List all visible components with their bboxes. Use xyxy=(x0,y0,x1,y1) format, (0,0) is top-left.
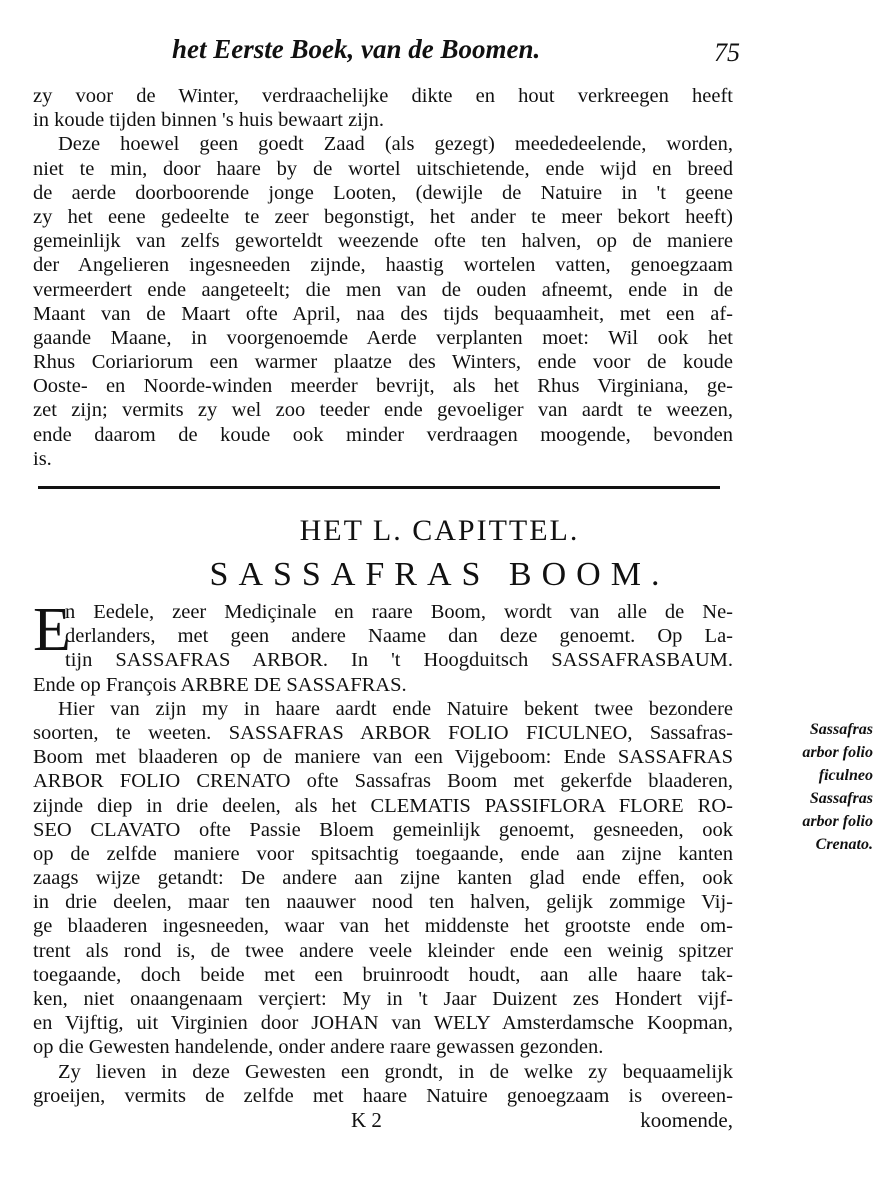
catchword: koomende, xyxy=(640,1108,733,1132)
page-number: 75 xyxy=(714,38,740,67)
page-footer xyxy=(33,1108,733,1134)
margin-note: arbor folio xyxy=(802,813,873,830)
text-line: ende daarom de koude ook minder verdraagen moogende, bevonden xyxy=(33,423,733,446)
chapter-number: HET L. CAPITTEL. xyxy=(299,514,580,547)
text-line: derlanders, met geen andere Naame dan deze genoemt. Op La- xyxy=(65,625,733,648)
margin-note: ficulneo xyxy=(818,767,873,784)
text-line: en Vijftig, uit Virginien door JOHAN van WELY Amsterdamsche Koopman, xyxy=(33,1012,733,1035)
text-line: niet te min, door haare by de wortel uitschietende, ende wijd en breed xyxy=(33,157,733,180)
chapter-title: SASSAFRAS BOOM. xyxy=(209,556,670,593)
margin-note: Sassafras xyxy=(809,721,873,738)
page-header xyxy=(160,34,740,74)
text-line: zy het eene gedeelte te zeer begonstigt, het ander te meer bekort heeft) xyxy=(33,205,733,228)
text-line: gemeinlijk van zelfs geworteldt weezende ofte ten halven, op de maniere xyxy=(33,230,733,253)
chapter-body xyxy=(33,596,733,1108)
paragraph-continued xyxy=(33,84,733,471)
text-line: SEO CLAVATO ofte Passie Bloem gemeinlijk genoemt, gesneeden, ook xyxy=(33,818,733,841)
margin-note: Crenato. xyxy=(815,836,873,853)
horizontal-rule xyxy=(38,486,720,489)
text-line: Ooste- en Noorde-winden meerder bevrijt, als het Rhus Virginiana, ge- xyxy=(33,375,733,398)
text-line: op die Gewesten handelende, onder andere raare gewassen gezonden. xyxy=(33,1036,604,1059)
text-line: toegaande, doch beide met een bruinroodt houdt, aan alle haare tak- xyxy=(33,963,733,986)
text-line: Rhus Coriariorum een warmer plaatze des Winters, ende voor de koude xyxy=(33,351,733,374)
text-line: Hier van zijn my in haare aardt ende Natuire bekent twee bezondere xyxy=(58,697,733,720)
text-line: Deze hoewel geen goedt Zaad (als gezegt) meededeelende, worden, xyxy=(58,133,733,156)
text-line: soorten, te weeten. SASSAFRAS ARBOR FOLIO FICULNEO, Sassafras- xyxy=(33,721,733,744)
text-line: de aerde doorboorende jonge Looten, (dewijle de Natuire in 't geene xyxy=(33,181,733,204)
running-head: het Eerste Boek, van de Boomen. xyxy=(172,34,541,64)
text-line: gaande Maane, in voorgenoemde Aerde verplanten moet: Wil ook het xyxy=(33,326,733,349)
text-line: op de zelfde maniere voor spitsachtig toegaande, ende aan zijne kanten xyxy=(33,842,733,865)
text-line: der Angelieren ingesneeden zijnde, haastig wortelen vatten, genoegzaam xyxy=(33,254,733,277)
text-line: zaags wijze getandt: De andere aan zijne kanten glad ende effen, ook xyxy=(33,867,733,890)
margin-notes xyxy=(738,718,873,856)
text-line: in drie deelen, maar ten naauwer nood ten halven, gelijk zommige Vij- xyxy=(33,891,733,914)
text-line: vermeerdert ende aangeteelt; die men van de ouden afneemt, ende in de xyxy=(33,278,733,301)
signature-mark: K 2 xyxy=(351,1108,382,1132)
text-line: ge blaaderen ingesneeden, waar van het middenste het grootste ende om- xyxy=(33,915,733,938)
text-line: groeijen, vermits de zelfde met haare Natuire genoegzaam is overeen- xyxy=(33,1084,733,1107)
margin-note: arbor folio xyxy=(802,744,873,761)
text-line: Ende op François ARBRE DE SASSAFRAS. xyxy=(33,673,407,696)
text-line: is. xyxy=(33,447,52,470)
text-line: ARBOR FOLIO CRENATO ofte Sassafras Boom met gekerfde blaaderen, xyxy=(33,770,733,793)
text-line: Maant van de Maart ofte April, naa des tijds bequaamheit, met een af- xyxy=(33,302,733,325)
drop-cap: E xyxy=(33,596,71,664)
text-line: in koude tijden binnen 's huis bewaart zijn. xyxy=(33,109,384,132)
margin-note: Sassafras xyxy=(809,790,873,807)
text-line: tijn SASSAFRAS ARBOR. In 't Hoogduitsch SASSAFRASBAUM. xyxy=(65,649,733,672)
text-line: Zy lieven in deze Gewesten een grondt, in de welke zy bequaamelijk xyxy=(58,1060,733,1083)
text-line: Boom met blaaderen op de maniere van een Vijgeboom: Ende SASSAFRAS xyxy=(33,746,733,769)
text-line: ken, niet onaangenaam verçiert: My in 't Jaar Duizent zes Hondert vijf- xyxy=(33,988,733,1010)
text-line: trent als rond is, de twee andere veele kleinder ende een weinig spitzer xyxy=(33,939,733,962)
text-line: zet zijn; vermits zy wel zoo teeder ende gevoeliger van aardt te weezen, xyxy=(33,399,733,422)
text-line: zy voor de Winter, verdraachelijke dikte en hout verkreegen heeft xyxy=(33,85,733,107)
text-line: n Eedele, zeer Mediçinale en raare Boom, wordt van alle de Ne- xyxy=(65,601,733,623)
text-line: zijnde diep in drie deelen, als het CLEMATIS PASSIFLORA FLORE RO- xyxy=(33,794,733,817)
